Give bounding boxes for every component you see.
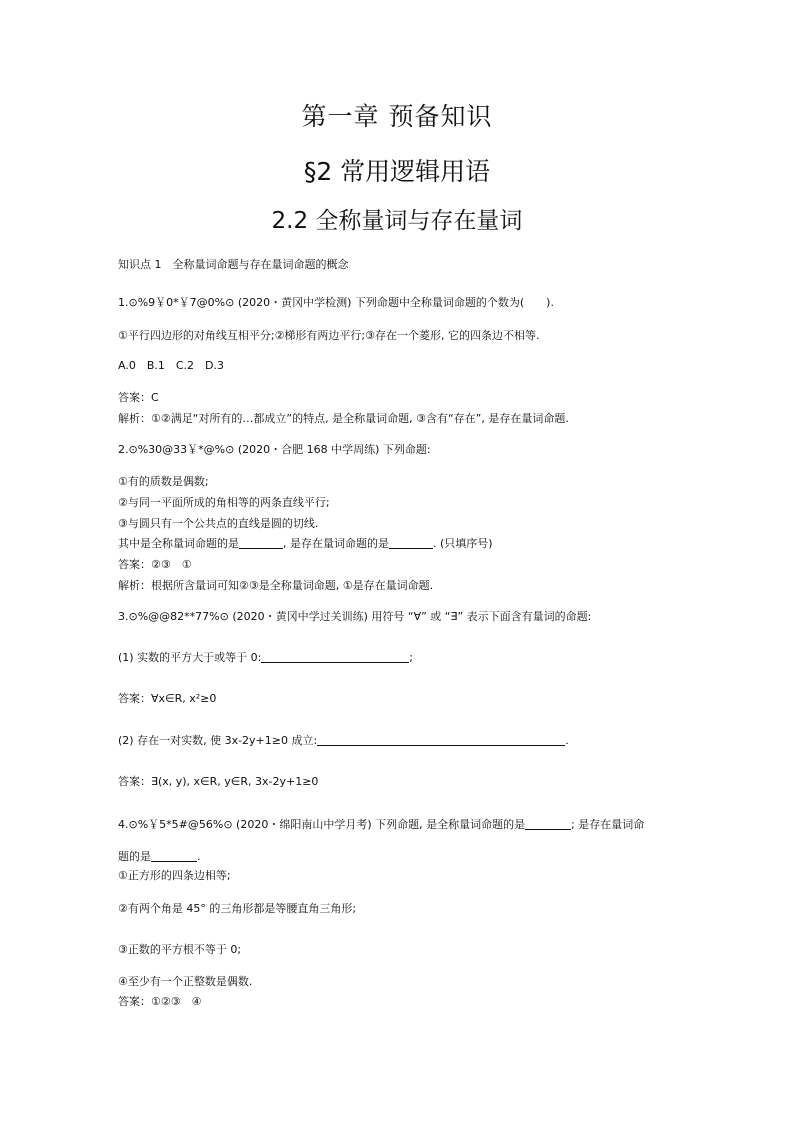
q4-item-4: ④至少有一个正整数是偶数. [118, 975, 253, 988]
q2-item-1: ①有的质数是偶数; [118, 475, 209, 488]
q3-stem: 3.⊙%@@82**77%⊙ (2020・黄冈中学过关训练) 用符号 “∀” 或 “∃” 表示下面含有量词的命题: [118, 610, 592, 623]
chapter-title: 第一章 预备知识 [301, 102, 493, 131]
q2-question [118, 538, 493, 549]
q4-stem-text-a: 4.⊙%￥5*5#@56%⊙ (2020・绵阳南山中学月考) 下列命题, 是全称量词命题的是 [118, 818, 526, 831]
q3-part-2 [118, 735, 569, 746]
subsection-title: 2.2 全称量词与存在量词 [271, 208, 523, 234]
q2-analysis: 解析：根据所含量词可知②③是全称量词命题, ①是存在量词命题. [118, 579, 434, 592]
q3-answer-2: 答案：∃(x, y), x∈R, y∈R, 3x-2y+1≥0 [118, 775, 319, 788]
q2-question-text-b: , 是存在量词命题的是 [283, 537, 389, 550]
q2-item-3: ③与圆只有一个公共点的直线是圆的切线. [118, 517, 319, 530]
q3-part-2-end: . [565, 734, 569, 747]
q4-blank-2[interactable] [151, 851, 197, 862]
q4-blank-1[interactable] [525, 819, 571, 830]
q3-answer-1: 答案：∀x∈R, x²≥0 [118, 692, 217, 705]
q4-item-2: ②有两个角是 45° 的三角形都是等腰直角三角形; [118, 902, 357, 915]
q1-options: A.0 B.1 C.2 D.3 [118, 359, 225, 372]
q4-stem-line-1 [118, 819, 644, 830]
section-title: §2 常用逻辑用语 [303, 157, 491, 186]
q2-item-2: ②与同一平面所成的角相等的两条直线平行; [118, 496, 330, 509]
q3-part-1-end: ; [409, 651, 413, 664]
q1-items: ①平行四边形的对角线互相平分;②梯形有两边平行;③存在一个菱形, 它的四条边不相等. [118, 329, 540, 342]
q4-stem-text-b: ; 是存在量词命 [571, 818, 645, 831]
q2-stem: 2.⊙%30@33￥*@%⊙ (2020・合肥 168 中学周练) 下列命题: [118, 443, 431, 456]
knowledge-point-heading: 知识点 1 全称量词命题与存在量词命题的概念 [118, 258, 349, 271]
q3-part-1-blank[interactable] [261, 652, 409, 663]
q4-stem-text-d: . [197, 850, 201, 863]
q4-stem-text-c: 题的是 [118, 850, 151, 863]
q1-answer: 答案：C [118, 391, 159, 404]
q2-blank-2[interactable] [389, 538, 433, 549]
q3-part-1-text: (1) 实数的平方大于或等于 0: [118, 651, 262, 664]
q3-part-1 [118, 652, 413, 663]
q2-question-text-a: 其中是全称量词命题的是 [118, 537, 239, 550]
q2-answer: 答案：②③ ① [118, 558, 192, 571]
q4-stem-line-2 [118, 851, 201, 862]
q3-part-2-blank[interactable] [317, 735, 565, 746]
q4-item-1: ①正方形的四条边相等; [118, 869, 231, 882]
q4-answer: 答案：①②③ ④ [118, 995, 202, 1008]
q1-analysis: 解析：①②满足“对所有的…都成立”的特点, 是全称量词命题, ③含有“存在”, 是存在量词命题. [118, 412, 569, 425]
q2-blank-1[interactable] [239, 538, 283, 549]
q1-stem: 1.⊙%9￥0*￥7@0%⊙ (2020・黄冈中学检测) 下列命题中全称量词命题的个数为( ). [118, 296, 554, 309]
q4-item-3: ③正数的平方根不等于 0; [118, 943, 242, 956]
q2-question-text-c: . (只填序号) [433, 537, 493, 550]
q3-part-2-text: (2) 存在一对实数, 使 3x-2y+1≥0 成立: [118, 734, 318, 747]
